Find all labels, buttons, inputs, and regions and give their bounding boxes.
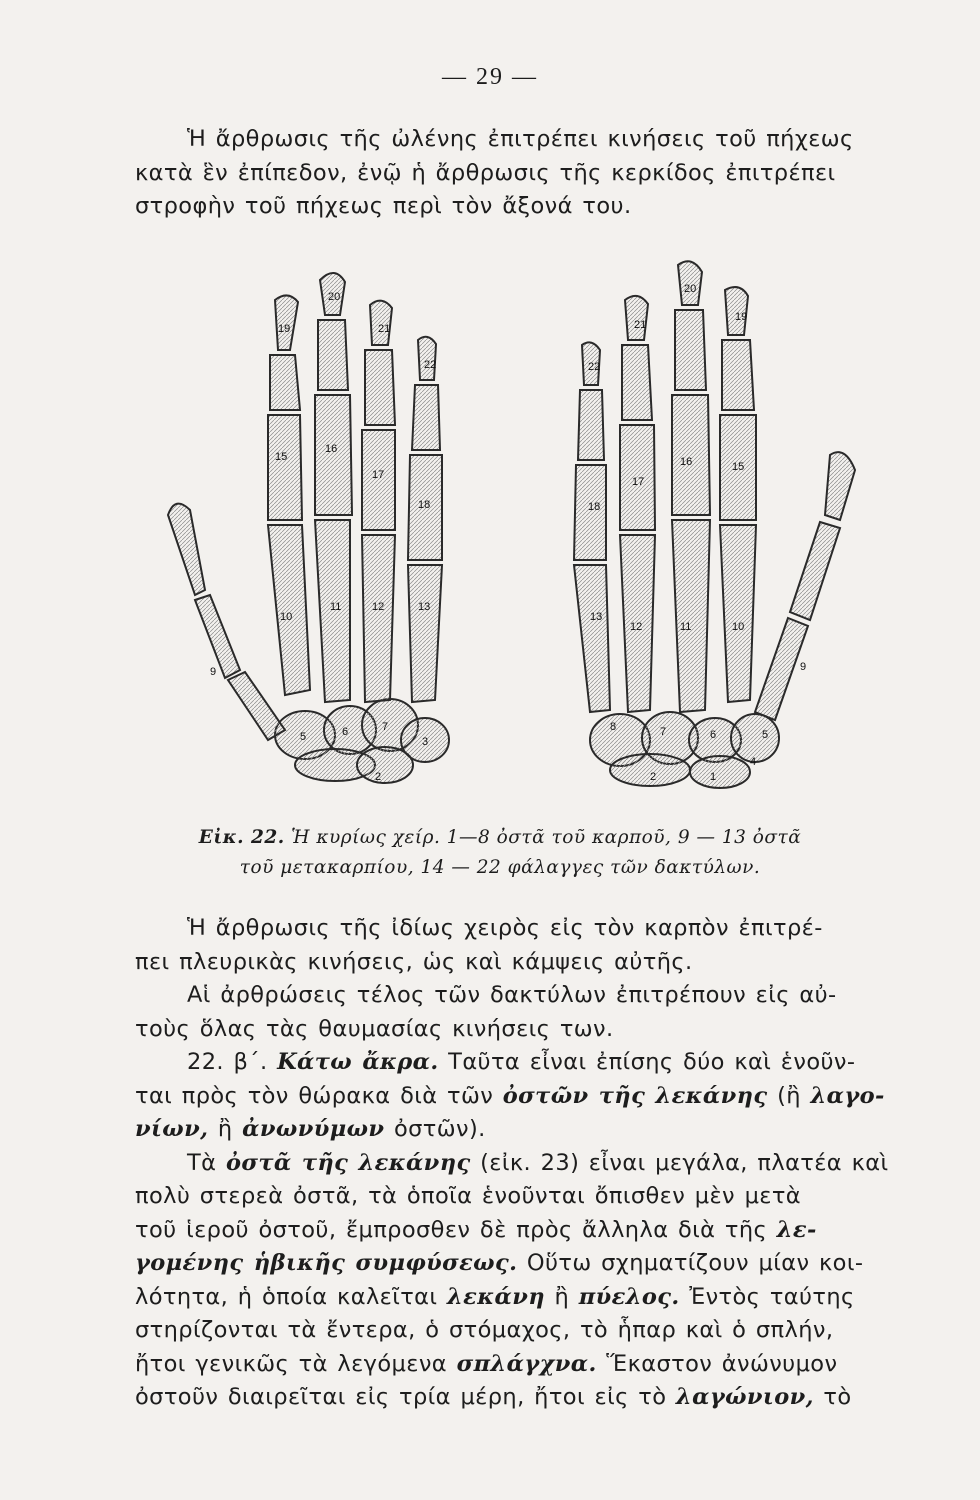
text-run: ται πρὸς τὸν θώρακα διὰ τῶν <box>135 1082 503 1109</box>
term: λεκάνη <box>446 1283 545 1310</box>
left-hand-dorsal <box>168 273 449 783</box>
left-hand-bone-label: 16 <box>325 443 338 455</box>
right-hand-palmar <box>574 261 855 788</box>
term: λαγο- <box>810 1082 885 1109</box>
left-hand-bone-label: 6 <box>342 726 349 738</box>
right-hand-bone-label: 8 <box>610 721 617 733</box>
figure-label: Εἰκ. 22. <box>198 827 285 848</box>
right-hand-bone-label: 15 <box>732 461 745 473</box>
text-line <box>135 1214 895 1248</box>
right-hand-bone-label: 2 <box>650 771 657 783</box>
left-hand-bone-label: 22 <box>424 359 437 371</box>
text-line: κατὰ ἓν ἐπίπεδον, ἐνῷ ἡ ἄρθρωσις τῆς κερκίδος ἐπιτρέπει <box>135 159 836 186</box>
right-hand-bone-label: 11 <box>680 621 692 633</box>
text-run: ἤτοι γενικῶς τὰ λεγόμενα <box>135 1350 457 1377</box>
text-run: ὀστοῦν διαιρεῖται εἰς τρία μέρη, ἤτοι εἰς τὸ <box>135 1384 676 1410</box>
text-run: Οὕτω σχηματίζουν μίαν κοι- <box>517 1250 864 1276</box>
text-line: πολὺ στερεὰ ὀστᾶ, τὰ ὁποῖα ἑνοῦνται ὄπισθεν μὲν μετὰ <box>135 1183 802 1209</box>
left-hand-bone-label: 15 <box>275 451 288 463</box>
hand-bones-illustration <box>150 260 870 810</box>
section-heading: Κάτω ἄκρα. <box>277 1049 439 1075</box>
text-run: (ἢ <box>767 1082 811 1109</box>
right-hand-bone-label: 21 <box>634 319 647 331</box>
text-run: ἢ <box>545 1283 579 1310</box>
text-run: τὸ <box>813 1384 852 1410</box>
text-line: Ἡ ἄρθρωσις τῆς ὠλένης ἐπιτρέπει κινήσεις τοῦ πήχεως <box>187 126 854 152</box>
text-line <box>135 1147 895 1181</box>
figure-caption <box>140 823 860 883</box>
text-run: (εἰκ. 23) εἶναι μεγάλα, πλατέα καὶ <box>470 1149 889 1176</box>
left-hand-bone-label: 13 <box>418 601 431 613</box>
text-line <box>135 1281 895 1315</box>
term: λε- <box>776 1216 817 1243</box>
right-hand-bone-label: 17 <box>632 476 645 488</box>
term: ὀστῶν τῆς λεκάνης <box>502 1082 768 1109</box>
term: ἡβικῆς συμφύσεως. <box>253 1250 518 1276</box>
text-line <box>135 1046 895 1080</box>
term: γομένης <box>135 1250 254 1276</box>
right-hand-bone-label: 13 <box>590 611 603 623</box>
text-line <box>135 1381 895 1415</box>
text-run: λότητα, ἡ ὁποία καλεῖται <box>135 1283 447 1310</box>
text-line <box>135 1080 895 1114</box>
section-number: 22. β΄. <box>187 1049 278 1075</box>
term: ἀνωνύμων <box>242 1116 385 1142</box>
paragraph-forearm-joints <box>135 123 895 224</box>
text-line: τοὺς ὅλας τὰς θαυμασίας κινήσεις των. <box>135 1015 614 1042</box>
text-line: Αἱ ἀρθρώσεις τέλος τῶν δακτύλων ἐπιτρέπουν εἰς αὐ- <box>187 982 837 1008</box>
left-hand-bone-label: 18 <box>418 499 431 511</box>
right-hand-bone-label: 20 <box>684 283 697 295</box>
right-hand-bone-label: 16 <box>680 456 693 468</box>
text-run: Ἕκαστον ἀνώνυμον <box>596 1350 838 1377</box>
right-hand-bone-label: 18 <box>588 501 601 513</box>
left-hand-bone-label: 7 <box>382 721 389 733</box>
text-line <box>135 1247 895 1281</box>
text-run: τοῦ ἱεροῦ ὀστοῦ, ἔμπροσθεν δὲ πρὸς ἄλληλα διὰ τῆς <box>135 1216 777 1243</box>
text-line <box>135 1348 895 1382</box>
term: νίων, <box>135 1116 209 1142</box>
text-line: Ἡ ἄρθρωσις τῆς ἰδίως χειρὸς εἰς τὸν καρπὸν ἐπιτρέ- <box>187 915 823 941</box>
text-run: Τὰ <box>187 1149 226 1176</box>
right-hand-bone-label: 5 <box>762 729 769 741</box>
hand-bones-drawing <box>150 260 870 810</box>
text-run: Ταῦτα εἶναι ἐπίσης δύο καὶ ἑνοῦν- <box>438 1049 856 1075</box>
text-line <box>135 1113 895 1147</box>
figure-title: Ἡ κυρίως χείρ. <box>291 827 441 848</box>
right-hand-bone-label: 10 <box>732 621 745 633</box>
left-hand-bone-label: 5 <box>300 731 307 743</box>
text-line: πει πλευρικὰς κινήσεις, ὡς καὶ κάμψεις αὐτῆς. <box>135 948 693 975</box>
page-number: — 29 — <box>442 64 538 90</box>
left-hand-bone-label: 17 <box>372 469 385 481</box>
right-hand-bone-label: 19 <box>735 311 748 323</box>
left-hand-bone-label: 9 <box>210 666 217 678</box>
caption-line: τοῦ μετακαρπίου, 14 — 22 φάλαγγες τῶν δακτύλων. <box>239 857 761 878</box>
left-hand-bone-label: 11 <box>330 601 342 613</box>
left-hand-bone-label: 3 <box>422 736 429 748</box>
right-hand-bone-label: 6 <box>710 729 717 741</box>
text-line: στηρίζονται τὰ ἔντερα, ὁ στόμαχος, τὸ ἧπαρ καὶ ὁ σπλήν, <box>135 1317 834 1343</box>
right-hand-bone-label: 22 <box>588 361 601 373</box>
left-hand-bone-label: 21 <box>378 323 391 335</box>
right-hand-bone-label: 7 <box>660 726 667 738</box>
left-hand-bone-label: 2 <box>375 771 382 783</box>
term: πύελος. <box>578 1283 680 1310</box>
left-hand-bone-label: 12 <box>372 601 385 613</box>
right-hand-bone-label: 1 <box>710 771 717 783</box>
text-line: στροφὴν τοῦ πήχεως περὶ τὸν ἄξονά του. <box>135 193 632 219</box>
left-hand-bone-label: 10 <box>280 611 293 623</box>
caption-line <box>140 823 860 853</box>
term: λαγώνιον, <box>675 1384 814 1410</box>
text-run: ἢ <box>208 1116 243 1142</box>
left-hand-bone-label: 19 <box>278 323 291 335</box>
caption-text: 1—8 ὀστᾶ τοῦ καρποῦ, 9 — 13 ὀστᾶ <box>446 827 802 848</box>
left-hand-bone-label: 20 <box>328 291 341 303</box>
text-run: ὀστῶν). <box>384 1116 486 1142</box>
right-hand-bone-label: 12 <box>630 621 643 633</box>
right-hand-bone-label: 4 <box>750 756 757 768</box>
right-hand-bone-label: 9 <box>800 661 807 673</box>
paragraph-hand-joint <box>135 912 895 1415</box>
term: ὀστᾶ τῆς λεκάνης <box>225 1149 471 1176</box>
text-run: Ἐντὸς ταύτης <box>679 1283 855 1310</box>
term: σπλάγχνα. <box>456 1350 597 1377</box>
